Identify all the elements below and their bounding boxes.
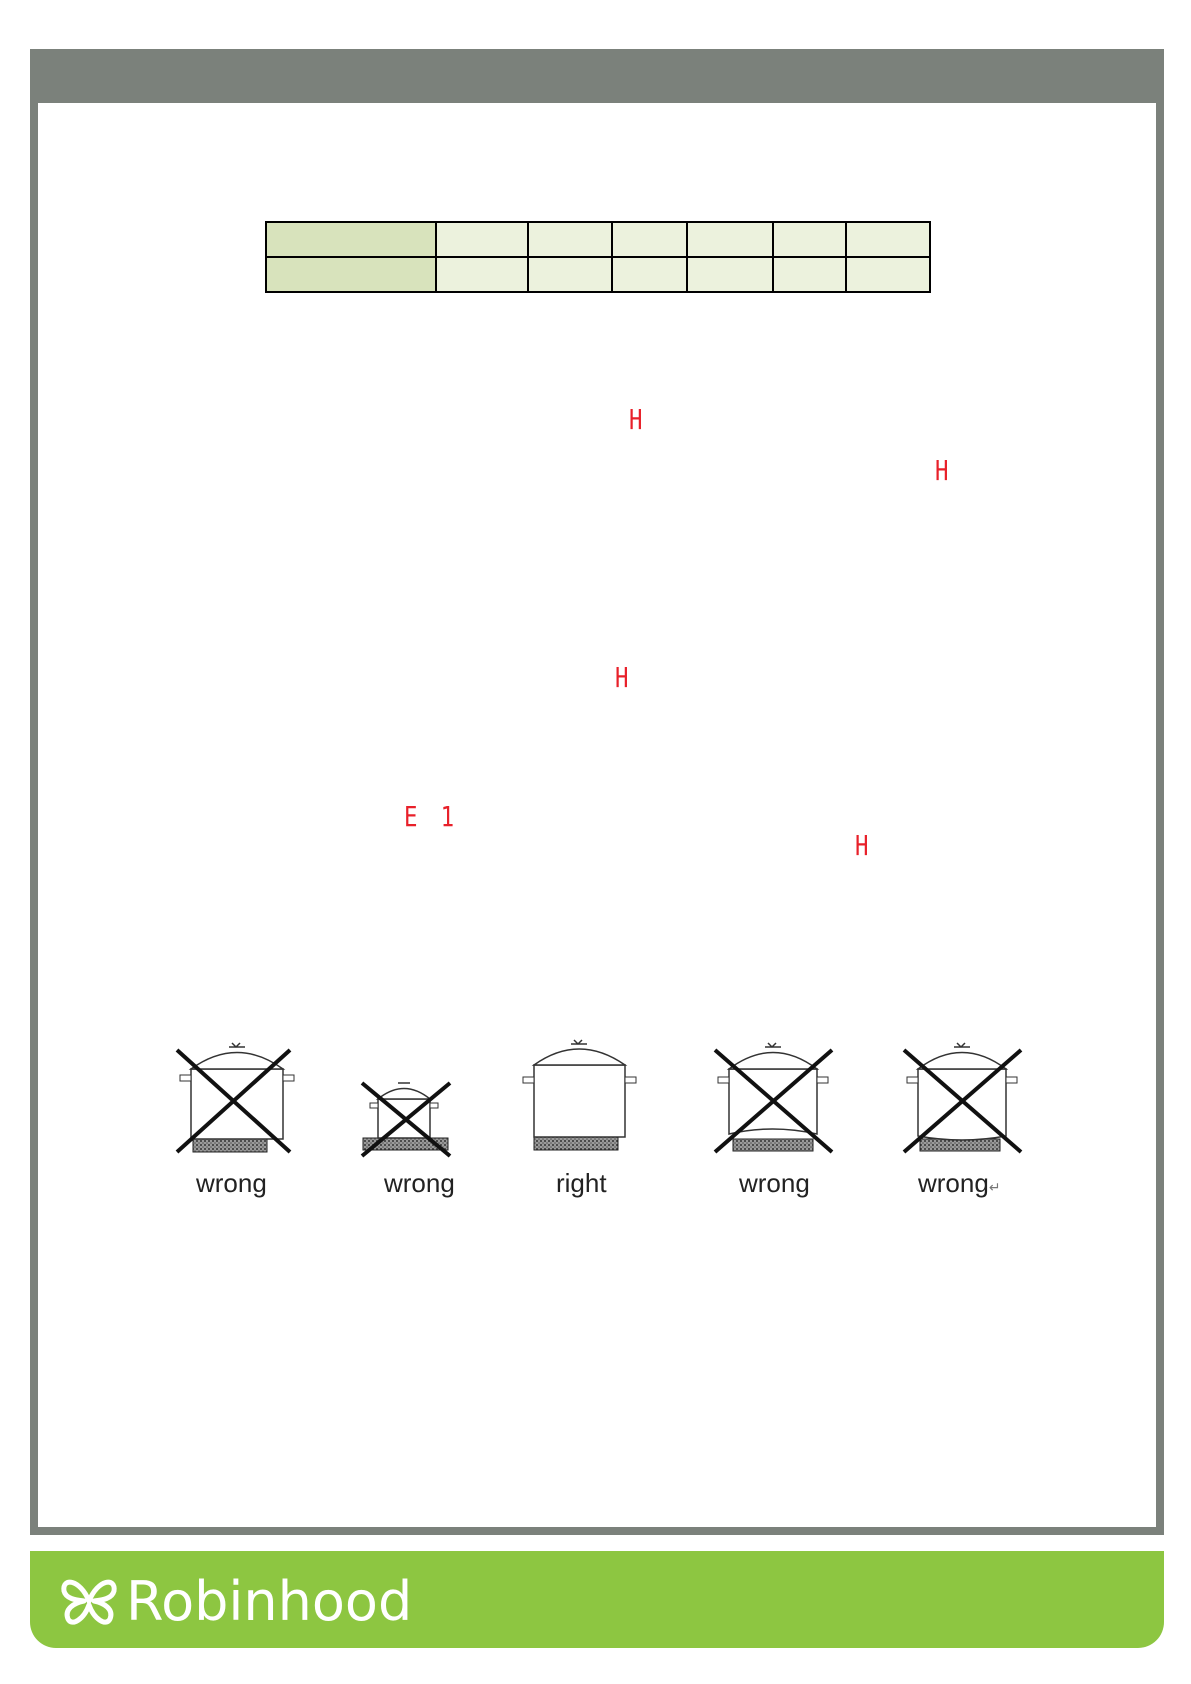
residual-heat-indicator: H: [615, 661, 629, 694]
pan-label: wrong: [739, 1168, 810, 1198]
residual-heat-indicator: H: [935, 454, 949, 487]
paragraph-return-icon: ↵: [988, 1179, 1001, 1195]
pan-label: wrong: [196, 1168, 267, 1198]
residual-heat-indicator: H: [855, 829, 869, 862]
pan-label: wrong: [918, 1168, 989, 1198]
pan-wrong-icon: [177, 1043, 294, 1152]
butterfly-logo-icon: [58, 1575, 120, 1627]
residual-heat-indicator: H: [629, 403, 643, 436]
pan-wrong-icon: [715, 1043, 832, 1152]
brand-name: Robinhood: [126, 1569, 413, 1633]
brand-logo: [58, 1566, 412, 1636]
pan-label: right: [556, 1168, 607, 1198]
pan-label: wrong: [384, 1168, 455, 1198]
error-code-indicator: E 1: [404, 800, 459, 833]
pan-right-icon: [523, 1040, 636, 1150]
pan-label-with-mark: [918, 1168, 1001, 1199]
pan-wrong-icon: [904, 1043, 1021, 1152]
pan-wrong-icon: [362, 1083, 450, 1156]
